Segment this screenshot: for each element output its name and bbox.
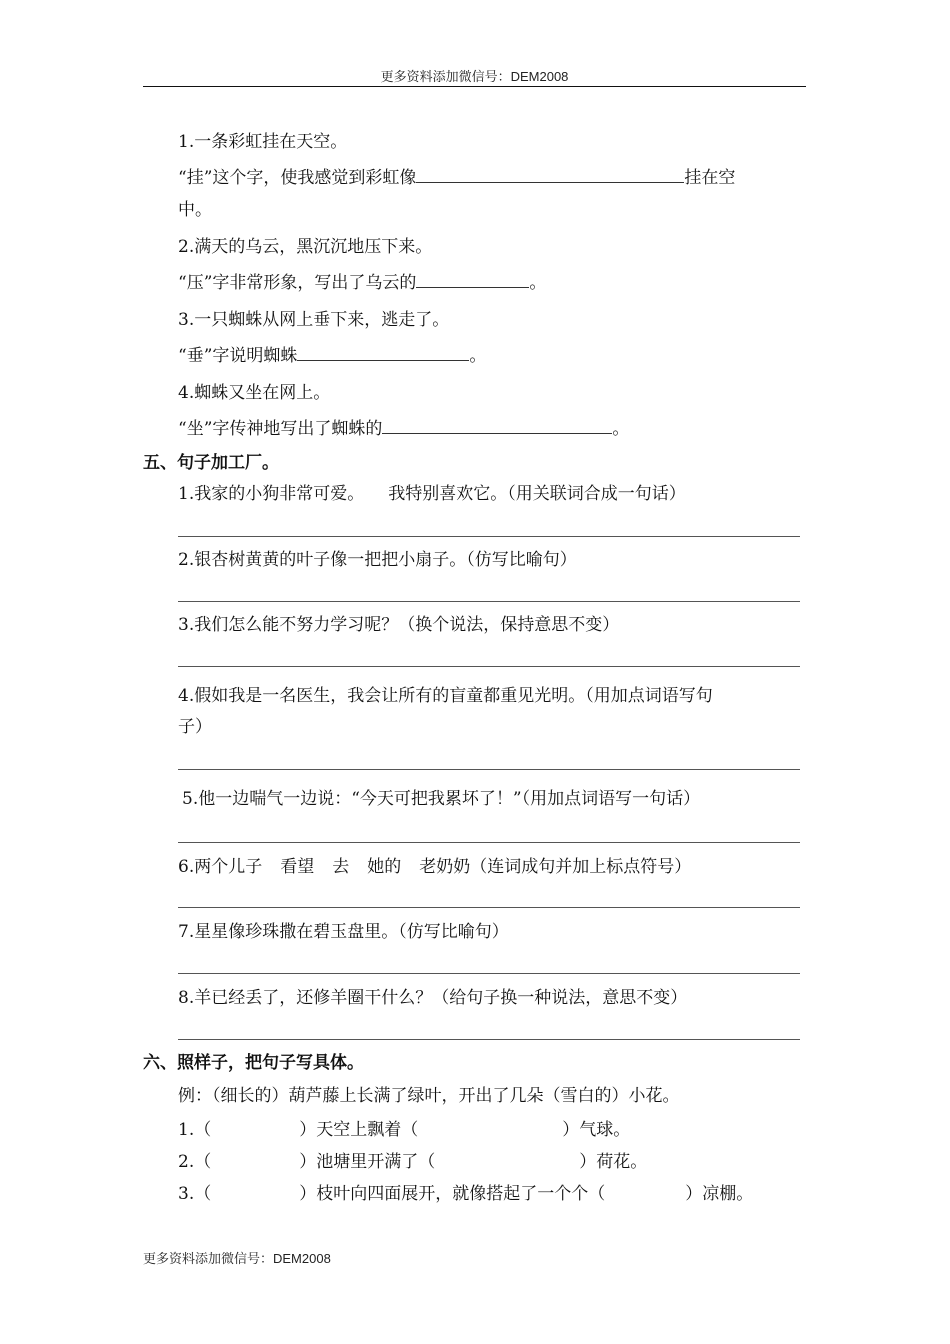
p5-item-2: 2.银杏树黄黄的叶子像一把把小扇子。（仿写比喻句） [178,550,577,570]
p5-item-6 [178,856,691,878]
header-rule [143,86,806,87]
p6-item-2 [178,1151,647,1173]
page-footer: 更多资料添加微信号：DEM2008 [143,1251,331,1266]
p6-item-1 [178,1119,630,1141]
p6-item-3-n: 3.（ [178,1184,212,1204]
p5-item-3: 3.我们怎么能不努力学习呢？（换个说法，保持意思不变） [178,615,620,635]
fill-blank[interactable] [382,417,612,434]
p6-item-2-p2: ）荷花。 [579,1152,648,1172]
p4-q3-after: 。 [469,346,487,366]
p4-q3-text: “垂”字说明蜘蛛 [178,346,298,366]
p4-question-3 [178,344,486,367]
page-header: 更多资料添加微信号：DEM2008 [380,69,569,84]
p4-q2-text: “压”字非常形象，写出了乌云的 [178,273,417,293]
p6-item-3-p1: ）枝叶向四面展开，就像搭起了一个个（ [299,1184,606,1204]
answer-line-8[interactable] [178,1039,800,1040]
answer-line-3[interactable] [178,666,800,667]
p5-word-5: 老奶奶（连词成句并加上标点符号） [419,857,692,877]
p6-item-3-p2: ）凉棚。 [685,1184,754,1204]
p5-word-1: 6.两个儿子 [178,857,263,877]
p5-word-4: 她的 [367,857,402,877]
p4-question-1 [178,166,735,189]
p6-example: 例：（细长的）葫芦藤上长满了绿叶，开出了几朵（雪白的）小花。 [178,1086,680,1106]
p4-sentence-3: 3.一只蜘蛛从网上垂下来，逃走了。 [178,310,450,330]
p6-item-1-p1: ）天空上飘着（ [299,1120,419,1140]
answer-line-4[interactable] [178,769,800,770]
p5-item-1 [178,483,686,505]
fill-blank[interactable] [297,344,469,361]
p4-question-4 [178,417,629,440]
p4-q4-after: 。 [612,419,630,439]
p4-question-1-cont: 中。 [178,200,212,220]
p5-word-3: 去 [332,857,350,877]
p6-item-1-p2: ）气球。 [562,1120,631,1140]
p5-item-8: 8.羊已经丢了，还修羊圈干什么？（给句子换一种说法，意思不变） [178,988,688,1008]
p4-q1-after: 挂在空 [684,168,736,188]
p4-sentence-1: 1.一条彩虹挂在天空。 [178,132,348,152]
answer-line-2[interactable] [178,601,800,602]
section-title-6: 六、照样子，把句子写具体。 [143,1053,364,1073]
p5-item-1-a: 1.我家的小狗非常可爱。 [178,484,365,504]
p6-item-1-n: 1.（ [178,1120,212,1140]
answer-line-6[interactable] [178,907,800,908]
p5-item-4-cont: 子） [178,717,212,737]
p4-q2-after: 。 [529,273,547,293]
p5-word-2: 看望 [280,857,315,877]
p6-item-3 [178,1183,753,1205]
section-title-5: 五、句子加工厂。 [143,453,279,473]
p4-sentence-4: 4.蜘蛛又坐在网上。 [178,383,331,403]
p5-item-5: 5.他一边喘气一边说：“今天可把我累坏了！”（用加点词语写一句话） [182,789,701,809]
answer-line-5[interactable] [178,842,800,843]
p5-item-7: 7.星星像珍珠撒在碧玉盘里。（仿写比喻句） [178,922,509,942]
p4-sentence-2: 2.满天的乌云，黑沉沉地压下来。 [178,237,433,257]
p4-q4-text: “坐”字传神地写出了蜘蛛的 [178,419,383,439]
p5-item-4: 4.假如我是一名医生，我会让所有的盲童都重见光明。（用加点词语写句 [178,686,713,706]
p5-item-1-b: 我特别喜欢它。（用关联词合成一句话） [388,484,686,504]
p6-item-2-p1: ）池塘里开满了（ [299,1152,436,1172]
p4-question-2 [178,271,546,294]
answer-line-1[interactable] [178,536,800,537]
p6-item-2-n: 2.（ [178,1152,212,1172]
p4-q1-text: “挂”这个字，使我感觉到彩虹像 [178,168,417,188]
answer-line-7[interactable] [178,973,800,974]
fill-blank[interactable] [416,271,529,288]
fill-blank[interactable] [416,166,684,183]
